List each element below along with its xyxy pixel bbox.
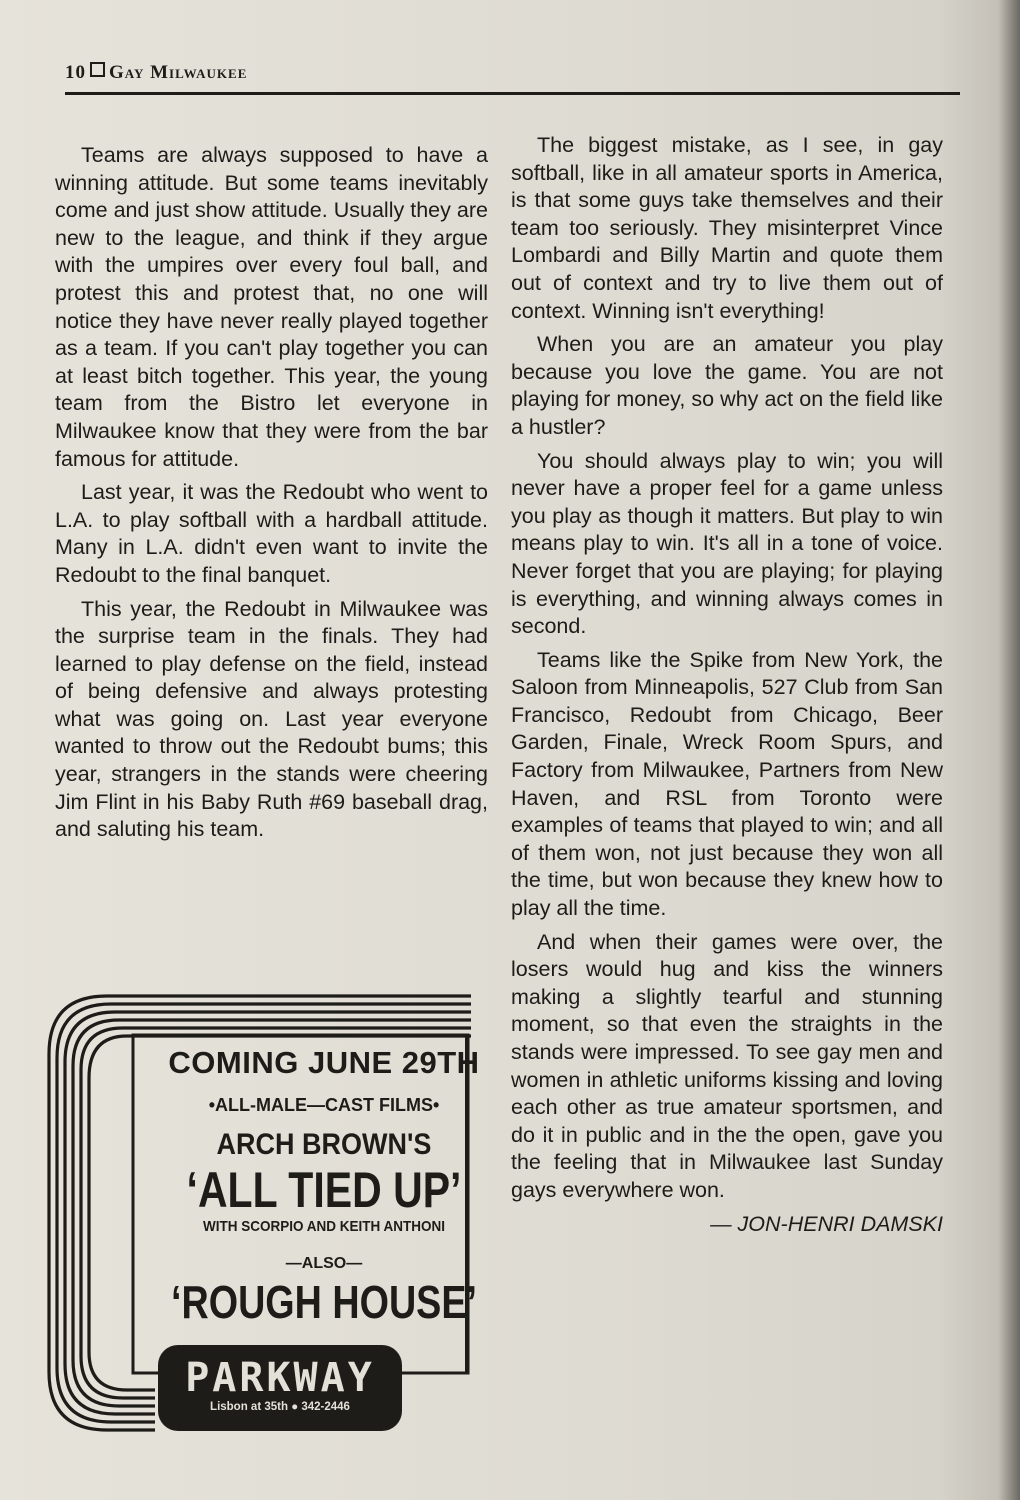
right-column [511,132,943,1244]
ad-subtitle: •ALL-MALE—CAST FILMS• [208,1095,440,1115]
paragraph: This year, the Redoubt in Milwaukee was the surprise team in the finals. They had learned to play defense on the field, instead of being defensive and always protesting what was going on. Last year everyone wanted to throw out the Redoubt bums; this year, strangers in the stands were cheering Jim Flint in his Baby Ruth #69 baseball drag, and saluting his team. [55,596,488,842]
publication-title: Gay Milwaukee [109,62,248,83]
paragraph: You should always play to win; you will never have a proper feel for a game unless you play as though it matters. But play to win means play to win. It's all in a tone of voice. Never forget that you are playing; for playing is everything, and winning always comes in second. [511,448,943,639]
parkway-logo [158,1345,402,1431]
paragraph: When you are an amateur you play because you love the game. You are not playing for money, so why act on the field like a hustler? [511,332,943,439]
page-header-text [65,62,247,84]
paragraph: Last year, it was the Redoubt who went to L.A. to play softball with a hardball attitude. Many in L.A. didn't even want to invite the Redoubt to the final banquet. [55,480,488,587]
page-number: 10 [65,62,86,83]
ad-presenter: ARCH BROWN'S [216,1128,432,1161]
theater-name: PARKWAY [185,1355,375,1401]
byline: — JON-HENRI DAMSKI [710,1211,943,1236]
ad-also: —ALSO— [285,1255,363,1272]
square-bullet-icon [90,62,105,77]
page-header [65,62,960,95]
ad-cast: WITH SCORPIO AND KEITH ANTHONI [202,1218,445,1235]
film-advertisement [47,992,480,1435]
ad-text-block [137,1035,511,1365]
ad-film-title-1: ‘ALL TIED UP’ [186,1162,462,1218]
left-column [55,142,488,850]
paragraph: The biggest mistake, as I see, in gay softball, like in all amateur sports in America, is that some guys take themselves and their team too seriously. They misinterpret Vince Lombardi and Billy Martin and quote them out of context and try to live them out of context. Winning isn't everything! [511,133,943,323]
paragraph: Teams like the Spike from New York, the Saloon from Minneapolis, 527 Club from San Francisco, Redoubt from Chicago, Beer Garden, Finale, Wreck Room Spurs, and Factory from Milwaukee, Partners from New Haven, and RSL from Toronto were examples of teams that played to win; and all of them won, not just because they won all the time, but won because they knew how to play all the time. [511,647,943,921]
ad-date: COMING JUNE 29TH [168,1045,480,1080]
theater-address: Lisbon at 35th ● 342-2446 [210,1401,350,1413]
page-edge-shadow [998,0,1020,1500]
paragraph: And when their games were over, the losers would hug and kiss the winners making a slightly tearful and stunning moment, so that even the straights in the stands were impressed. To see gay men and women in athletic uniforms kissing and loving each other as true amateur sportsmen, and do it in public and in the the open, gave you the feeling that in Milwaukee last Sunday gays everywhere won. [511,929,943,1202]
paragraph: Teams are always supposed to have a winning attitude. But some teams inevitably come and just show attitude. Usually they are new to the league, and think if they argue with the umpires over every foul ball, and protest this and protest that, no one will notice they have never really played together as a team. If you can't play together you can at least bitch together. This year, the young team from the Bistro let everyone in Milwaukee know that they were from the bar famous for attitude. [55,143,488,471]
ad-film-title-2: ‘ROUGH HOUSE’ [171,1276,477,1328]
